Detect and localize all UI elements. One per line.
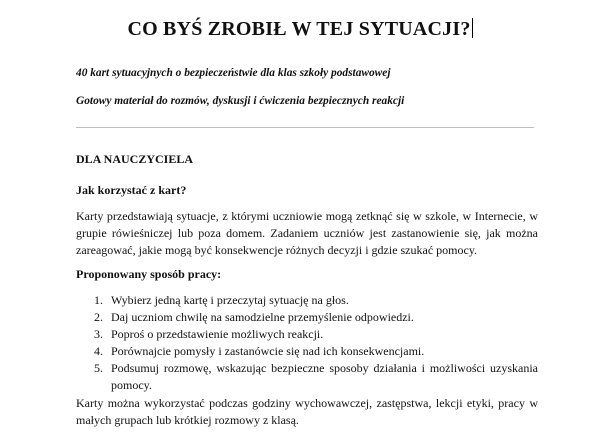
- text-cursor: [472, 18, 473, 38]
- horizontal-divider: [76, 127, 534, 128]
- list-item: [76, 292, 538, 309]
- list-item: [76, 343, 538, 360]
- list-item-text: Poproś o przedstawienie możliwych reakcji.: [111, 327, 324, 341]
- section-heading: DLA NAUCZYCIELA: [76, 152, 194, 166]
- paragraph-usage: Karty można wykorzystać podczas godziny wychowawczej, zastępstwa, lekcji etyki, pracy w małych grupach lub krótkiej rozmowy z klasą.: [76, 396, 538, 427]
- list-item: [76, 309, 538, 326]
- list-number: 5.: [94, 361, 103, 375]
- subtitle-line-1: 40 kart sytuacyjnych o bezpieczeństwie dla klas szkoły podstawowej: [76, 67, 391, 79]
- steps-list: [76, 292, 538, 394]
- subheading: Jak korzystać z kart?: [76, 183, 187, 197]
- list-number: 1.: [94, 293, 103, 307]
- list-item-text: Daj uczniom chwilę na samodzielne przemyślenie odpowiedzi.: [111, 310, 414, 324]
- document-title[interactable]: [0, 18, 600, 41]
- list-number: 4.: [94, 344, 103, 358]
- list-item-text: Wybierz jedną kartę i przeczytaj sytuację na głos.: [111, 293, 349, 307]
- paragraph-intro: Karty przedstawiają sytuacje, z którymi uczniowie mogą zetknąć się w szkole, w Internecie, w grupie rówieśniczej lub poza domem. Zadaniem uczniów jest zastanowienie się, jak można zareagować, jakie mogą być konsekwencje różnych decyzji i gdzie szukać pomocy.: [76, 209, 538, 257]
- list-number: 3.: [94, 327, 103, 341]
- title-text: CO BYŚ ZROBIŁ W TEJ SYTUACJI?: [127, 18, 471, 40]
- list-item: [76, 326, 538, 343]
- subtitle-line-2: Gotowy materiał do rozmów, dyskusji i ćwiczenia bezpiecznych reakcji: [76, 95, 405, 107]
- list-item: [76, 360, 538, 394]
- method-heading: Proponowany sposób pracy:: [76, 267, 222, 281]
- list-item-text: Porównajcie pomysły i zastanówcie się nad ich konsekwencjami.: [111, 344, 425, 358]
- list-number: 2.: [94, 310, 103, 324]
- list-item-text: Podsumuj rozmowę, wskazując bezpieczne sposoby działania i możliwości uzyskania pomocy.: [111, 361, 538, 392]
